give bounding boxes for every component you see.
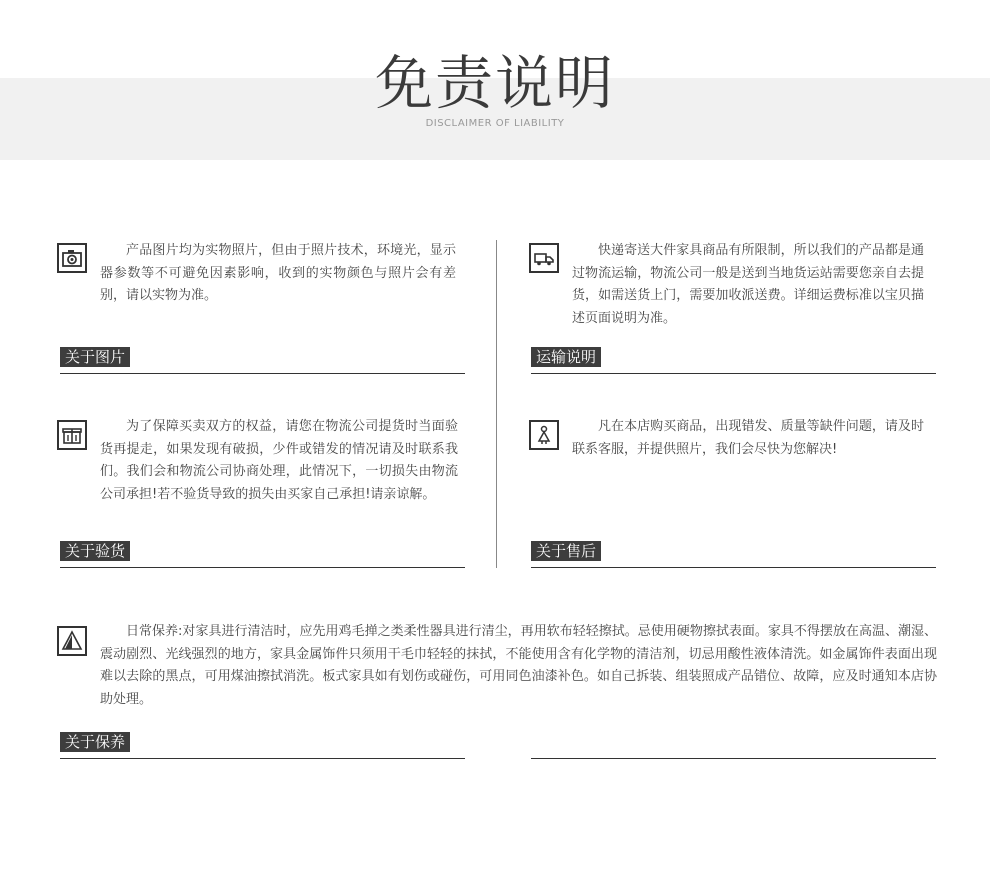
- section-text: 凡在本店购买商品，出现错发、质量等缺件问题，请及时联系客服，并提供照片，我们会尽快为您解决!: [572, 419, 924, 457]
- section-text: 为了保障买卖双方的权益，请您在物流公司提货时当面验货再提走，如果发现有破损，少件或错发的情况请及时联系我们。我们会和物流公司协商处理，此情况下，一切损失由物流公司承担!若不验货导致的损失由买家自己承担!请亲谅解。: [100, 419, 458, 502]
- section-label: 关于保养: [60, 732, 130, 752]
- section-text: 产品图片均为实物照片，但由于照片技术，环境光，显示器参数等不可避免因素影响，收到的实物颜色与照片会有差别，请以实物为准。: [100, 243, 456, 303]
- section-rule: [531, 373, 936, 374]
- gift-icon: [57, 420, 87, 450]
- section-label: 关于验货: [60, 541, 130, 561]
- page-subtitle: DISCLAIMER OF LIABILITY: [425, 118, 565, 129]
- section-rule-right: [531, 758, 936, 759]
- section-label: 关于图片: [60, 347, 130, 367]
- section-rule: [60, 567, 465, 568]
- section-label: 运输说明: [531, 347, 601, 367]
- warning-icon: [57, 626, 87, 656]
- section-text: 日常保养:对家具进行清洁时，应先用鸡毛掸之类柔性器具进行清尘，再用软布轻轻擦拭。忌使用硬物擦拭表面。家具不得摆放在高温、潮湿、震动剧烈、光线强烈的地方，家具金属饰件只须用干毛巾轻轻的抹拭，不能使用含有化学物的清洁剂，切忌用酸性液体清洗。如金属饰件表面出现难以去除的黑点，可用煤油擦拭消洗。板式家具如有划伤或碰伤，可用同色油漆补色。如自己拆装、组装照成产品错位、故障，应及时通知本店协助处理。: [100, 624, 937, 707]
- column-divider: [496, 240, 497, 568]
- page-title: 免责说明: [374, 49, 615, 117]
- section-label: 关于售后: [531, 541, 601, 561]
- section-text: 快递寄送大件家具商品有所限制，所以我们的产品都是通过物流运输，物流公司一般是送到当地货运站需要您亲自去提货，如需送货上门，需要加收派送费。详细运费标准以宝贝描述页面说明为准。: [572, 243, 924, 326]
- section-rule: [60, 758, 465, 759]
- section-rule: [531, 567, 936, 568]
- section-rule: [60, 373, 465, 374]
- camera-icon: [57, 243, 87, 273]
- truck-icon: [529, 243, 559, 273]
- person-icon: [529, 420, 559, 450]
